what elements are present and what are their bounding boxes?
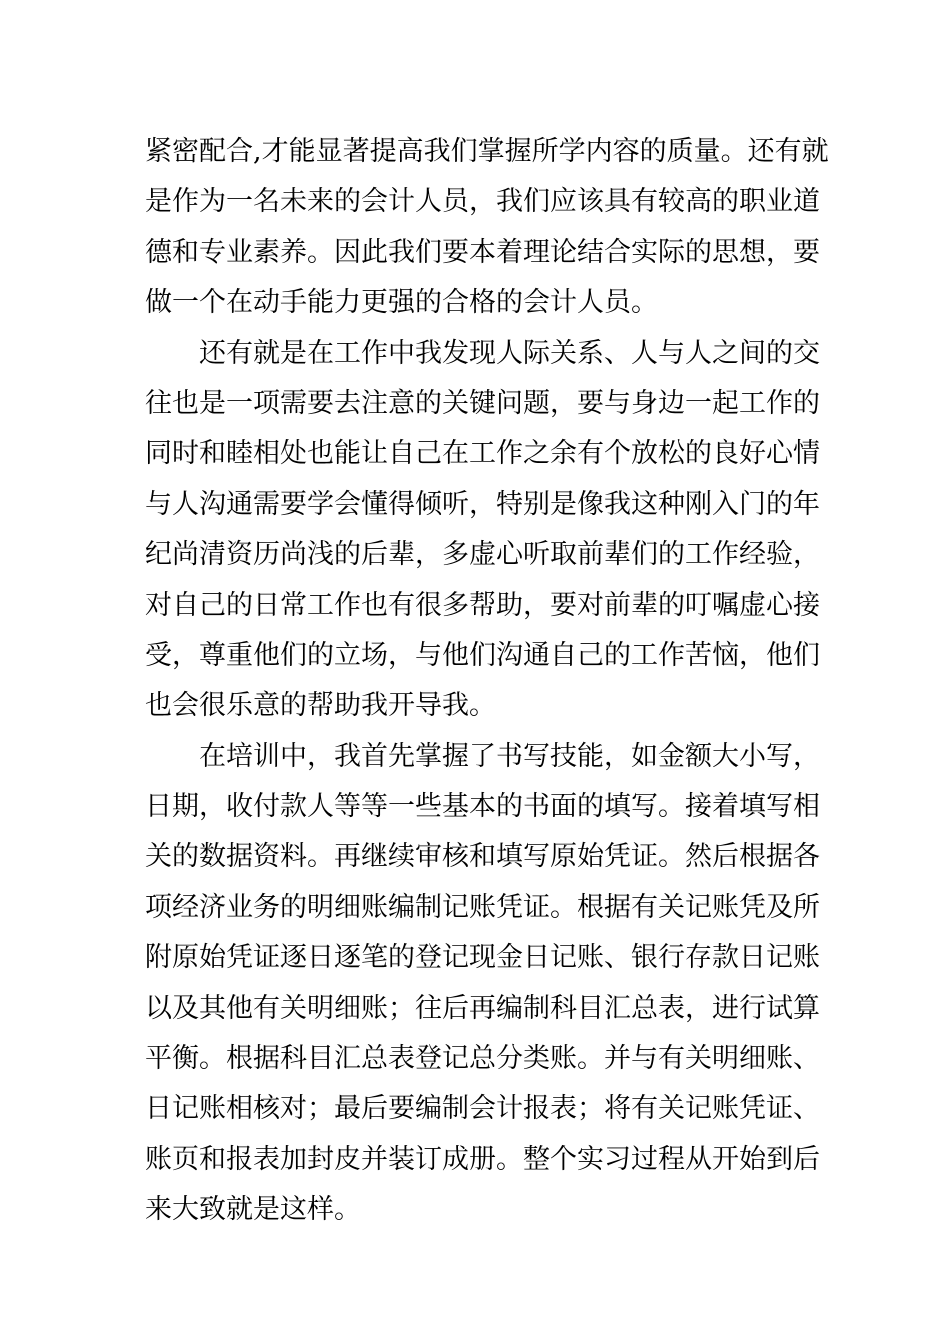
paragraph-line: 德和专业素养。因此我们要本着理论结合实际的思想，要 xyxy=(145,236,820,268)
paragraph-3 xyxy=(145,732,820,1236)
paragraph-line: 紧密配合,才能显著提高我们掌握所学内容的质量。还有就 xyxy=(145,136,829,167)
paragraph-line: 平衡。根据科目汇总表登记总分类账。并与有关明细账、 xyxy=(145,1043,820,1075)
paragraph-line: 附原始凭证逐日逐笔的登记现金日记账、银行存款日记账 xyxy=(145,942,820,974)
paragraph-line: 以及其他有关明细账；往后再编制科目汇总表，进行试算 xyxy=(145,992,820,1024)
paragraph-line: 与人沟通需要学会懂得倾听，特别是像我这种刚入门的年 xyxy=(145,488,820,520)
paragraph-line: 来大致就是这样。 xyxy=(145,1194,361,1226)
paragraph-line: 对自己的日常工作也有很多帮助，要对前辈的叮嘱虚心接 xyxy=(145,589,820,621)
paragraph-line: 同时和睦相处也能让自己在工作之余有个放松的良好心情 xyxy=(145,438,820,470)
paragraph-line: 往也是一项需要去注意的关键问题，要与身边一起工作的 xyxy=(145,387,820,419)
paragraph-line: 日期，收付款人等等一些基本的书面的填写。接着填写相 xyxy=(145,791,820,823)
paragraph-line: 关的数据资料。再继续审核和填写原始凭证。然后根据各 xyxy=(145,841,820,873)
paragraph-1 xyxy=(145,127,829,329)
paragraph-line: 项经济业务的明细账编制记账凭证。根据有关记账凭及所 xyxy=(145,891,820,923)
paragraph-line: 还有就是在工作中我发现人际关系、人与人之间的交 xyxy=(199,337,820,369)
paragraph-line: 也会很乐意的帮助我开导我。 xyxy=(145,690,496,722)
paragraph-line: 纪尚清资历尚浅的后辈，多虚心听取前辈们的工作经验， xyxy=(145,539,820,571)
paragraph-line: 账页和报表加封皮并装订成册。整个实习过程从开始到后 xyxy=(145,1143,820,1175)
paragraph-line: 日记账相核对；最后要编制会计报表；将有关记账凭证、 xyxy=(145,1093,820,1125)
paragraph-line: 是作为一名未来的会计人员，我们应该具有较高的职业道 xyxy=(145,186,820,218)
document-body xyxy=(145,127,829,1236)
paragraph-2 xyxy=(145,329,820,732)
paragraph-line: 在培训中，我首先掌握了书写技能，如金额大小写， xyxy=(199,740,820,772)
paragraph-line: 受，尊重他们的立场，与他们沟通自己的工作苦恼，他们 xyxy=(145,639,820,671)
paragraph-line: 做一个在动手能力更强的合格的会计人员。 xyxy=(145,287,658,319)
